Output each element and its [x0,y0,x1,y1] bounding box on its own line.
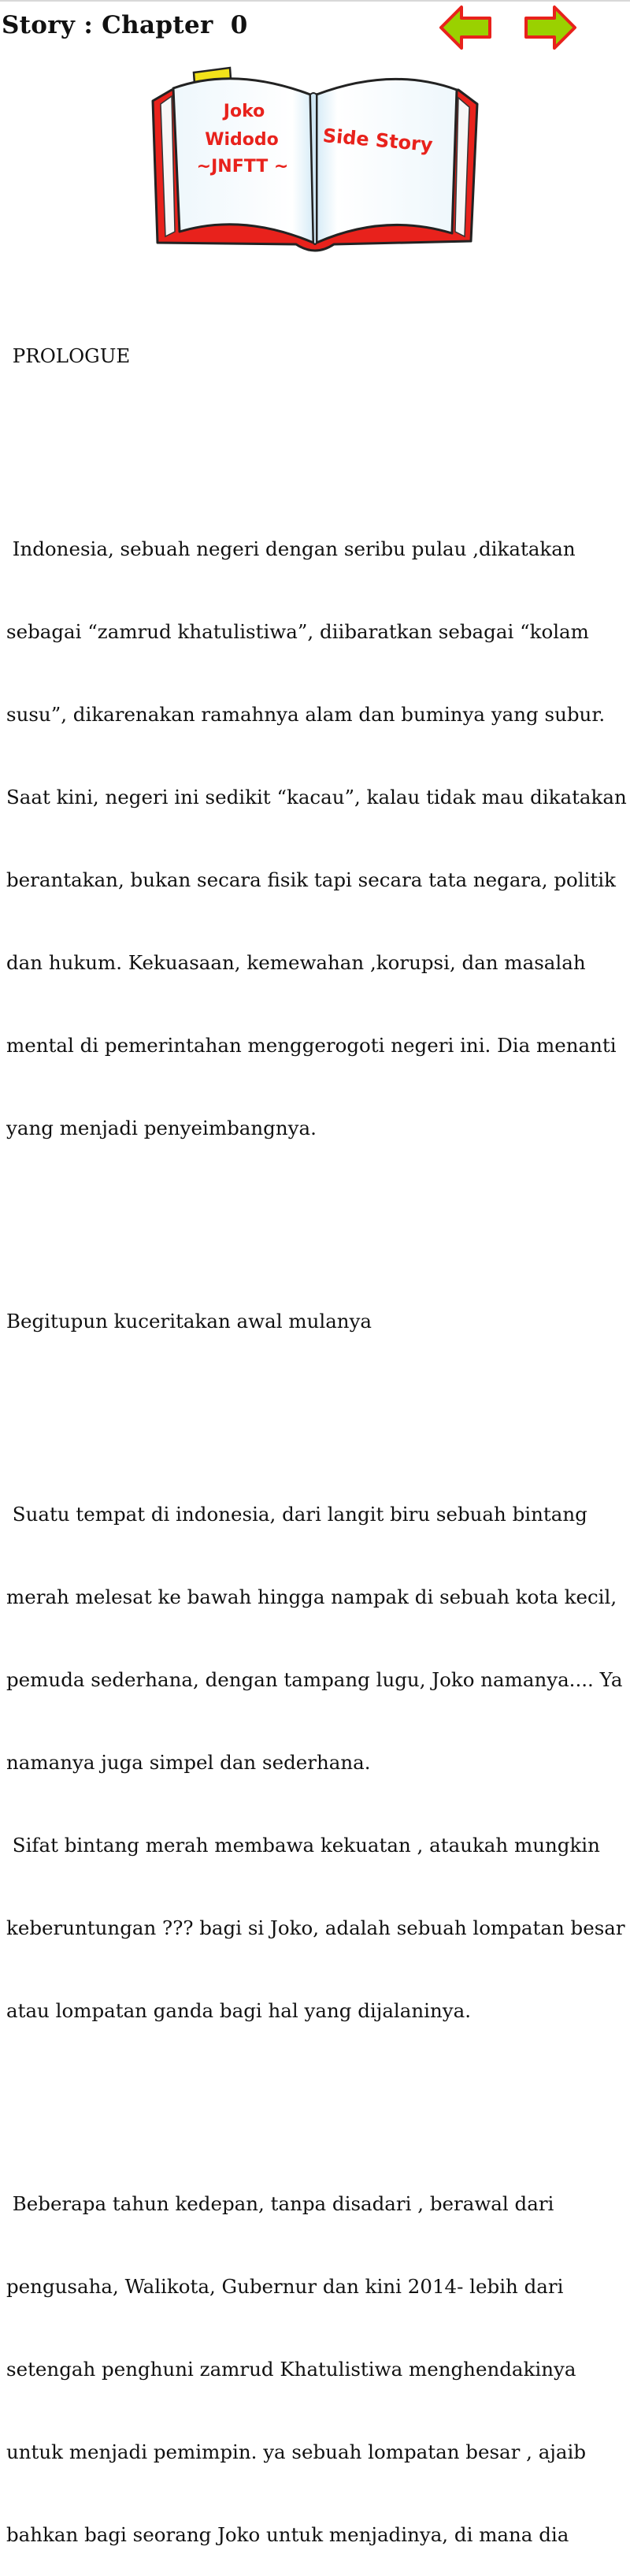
paragraph-line: keberuntungan ??? bagi si Joko, adalah sebuah lompatan besar [6,1916,625,1939]
paragraph-line: berantakan, bukan secara fisik tapi secara tata negara, politik [6,868,616,891]
paragraph-line: Saat kini, negeri ini sedikit “kacau”, kalau tidak mau dikatakan [6,786,627,808]
cover-left-line-3: ~JNFTT ~ [196,157,289,177]
paragraph-line: Begitupun kuceritakan awal mulanya [6,1310,372,1333]
paragraph-line: atau lompatan ganda bagi hal yang dijalaninya. [6,1999,471,2022]
book-cover-illustration [148,63,482,255]
paragraph-line: Suatu tempat di indonesia, dari langit biru sebuah bintang [6,1503,587,1526]
paragraph-line: mental di pemerintahan menggerogoti negeri ini. Dia menanti [6,1034,617,1057]
paragraph-line: Indonesia, sebuah negeri dengan seribu pulau ,dikatakan [6,537,576,560]
paragraph-line: Beberapa tahun kedepan, tanpa disadari , berawal dari [6,2192,554,2215]
prev-chapter-button[interactable] [438,3,493,52]
paragraph-line: namanya juga simpel dan sederhana. [6,1751,371,1774]
paragraph-line: dan hukum. Kekuasaan, kemewahan ,korupsi, dan masalah [6,951,586,974]
paragraph-line: sebagai “zamrud khatulistiwa”, diibaratkan sebagai “kolam [6,620,589,643]
left-arrow-icon [438,3,493,52]
open-book-icon [148,63,482,255]
story-content [6,287,625,2576]
paragraph-line: Sifat bintang merah membawa kekuatan , ataukah mungkin [6,1834,600,1857]
paragraph-line: setengah penghuni zamrud Khatulistiwa menghendakinya [6,2358,576,2381]
paragraph-line: yang menjadi penyeimbangnya. [6,1117,317,1139]
paragraph-line: bahkan bagi seorang Joko untuk menjadinya, di mana dia [6,2523,569,2546]
story-heading: PROLOGUE [6,344,131,367]
paragraph-line: susu”, dikarenakan ramahnya alam dan buminya yang subur. [6,703,606,726]
cover-right-title: Side Story [321,124,434,157]
cover-left-line-2: Widodo [205,130,279,150]
right-arrow-icon [523,3,578,52]
cover-left-line-1: Joko [223,102,265,121]
paragraph-line: pemuda sederhana, dengan tampang lugu, Joko namanya.... Ya [6,1668,623,1691]
paragraph-line: merah melesat ke bawah hingga nampak di sebuah kota kecil, [6,1585,617,1608]
paragraph-line: pengusaha, Walikota, Gubernur dan kini 2014- lebih dari [6,2275,564,2298]
paragraph-line: untuk menjadi pemimpin. ya sebuah lompatan besar , ajaib [6,2440,587,2463]
page-title: Story : Chapter 0 [2,11,248,39]
header-bar [0,0,630,63]
next-chapter-button[interactable] [523,3,578,52]
